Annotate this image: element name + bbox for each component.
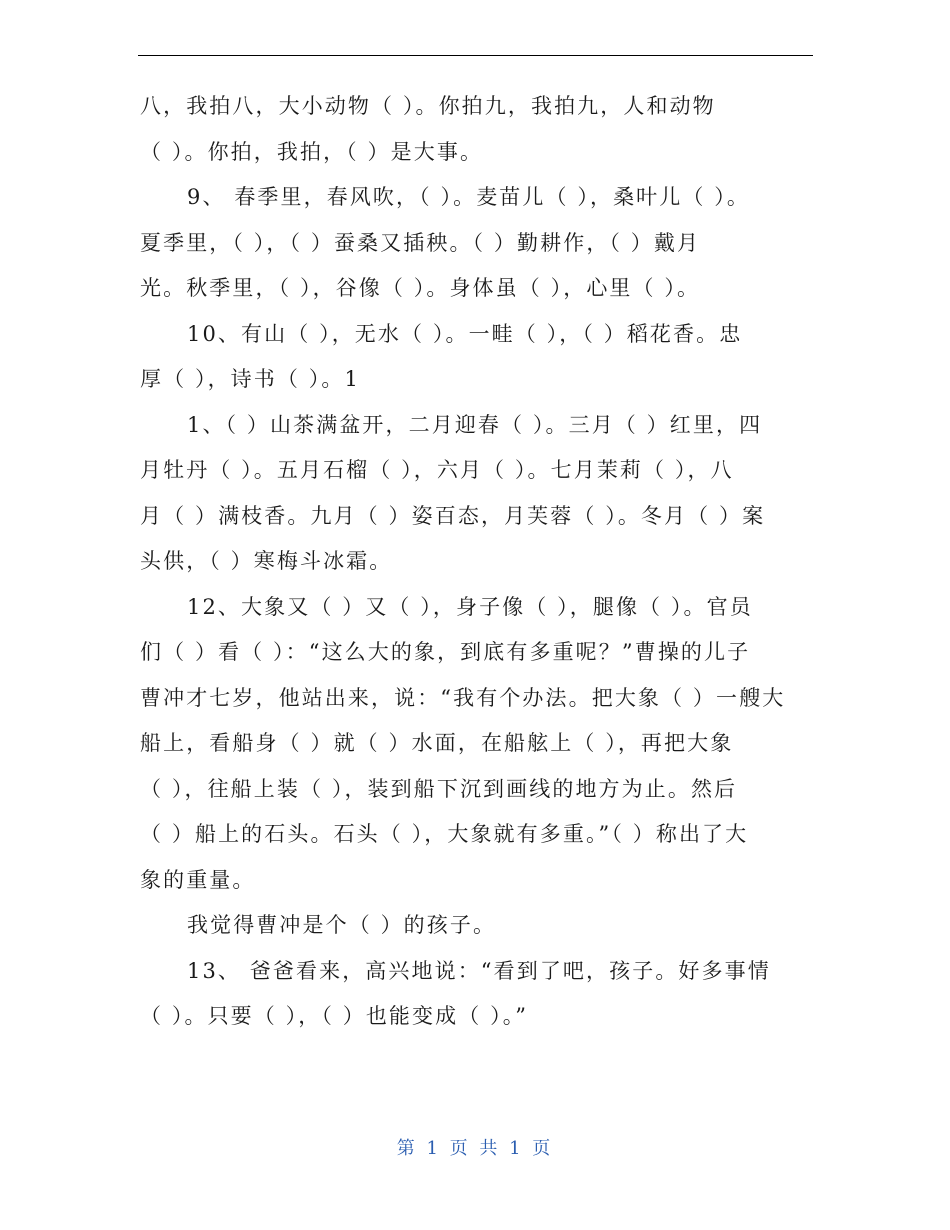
question-11: 1、（ ）山茶满盆开，二月迎春（ ）。三月（ ）红里，四: [187, 412, 763, 437]
text-line: 象的重量。: [140, 867, 256, 892]
question-10: 10、有山（ ），无水（ ）。一畦（ ），（ ）稻花香。忠: [187, 321, 743, 346]
text-line: 曹冲才七岁，他站出来，说：“我有个办法。把大象（ ）一艘大: [140, 685, 786, 710]
text-line: 夏季里，（ ），（ ）蚕桑又插秧。（ ）勤耕作，（ ）戴月: [140, 230, 701, 255]
text-line: （ ）。你拍，我拍，（ ）是大事。: [140, 139, 484, 164]
text-line: 厚（ ），诗书（ ）。1: [140, 367, 360, 391]
question-9: 9、 春季里，春风吹，（ ）。麦苗儿（ ），桑叶儿（ ）。: [187, 185, 750, 209]
text-line: （ ）。只要（ ），（ ）也能变成（ ）。”: [140, 1004, 529, 1028]
total-pages-number: 1: [509, 1138, 524, 1159]
text-line: 八，我拍八，大小动物（ ）。你拍九，我拍九，人和动物: [140, 94, 716, 118]
text-line: 月（ ）满枝香。九月（ ）姿百态，月芙蓉（ ）。冬月（ ）案: [140, 503, 766, 528]
footer-mid: 页 共: [449, 1138, 501, 1159]
text-line: 头供，（ ）寒梅斗冰霜。: [140, 549, 393, 573]
header-rule: [138, 55, 813, 56]
document-body: [140, 84, 808, 1040]
text-line: （ ），往船上装（ ），装到船下沉到画线的地方为止。然后: [140, 776, 738, 801]
text-line: 月牡丹（ ）。五月石榴（ ），六月（ ）。七月茉莉（ ），八: [140, 458, 734, 482]
text-line: （ ）船上的石头。石头（ ），大象就有多重。”（ ）称出了大: [140, 822, 749, 846]
current-page-number: 1: [426, 1138, 441, 1159]
question-12: 12、大象又（ ）又（ ），身子像（ ），腿像（ ）。官员: [187, 594, 753, 619]
text-line: 们（ ）看（ ）：“这么大的象，到底有多重呢？”曹操的儿子: [140, 640, 751, 664]
text-line: 船上，看船身（ ）就（ ）水面，在船舷上（ ），再把大象: [140, 731, 734, 755]
text-line: 我觉得曹冲是个（ ）的孩子。: [187, 913, 497, 937]
footer-suffix: 页: [532, 1138, 554, 1159]
page-footer: [0, 1134, 950, 1160]
question-13: 13、 爸爸看来，高兴地说：“看到了吧，孩子。好多事情: [187, 958, 771, 983]
text-line: 光。秋季里，（ ），谷像（ ）。身体虽（ ），心里（ ）。: [140, 276, 701, 300]
footer-prefix: 第: [396, 1138, 418, 1159]
